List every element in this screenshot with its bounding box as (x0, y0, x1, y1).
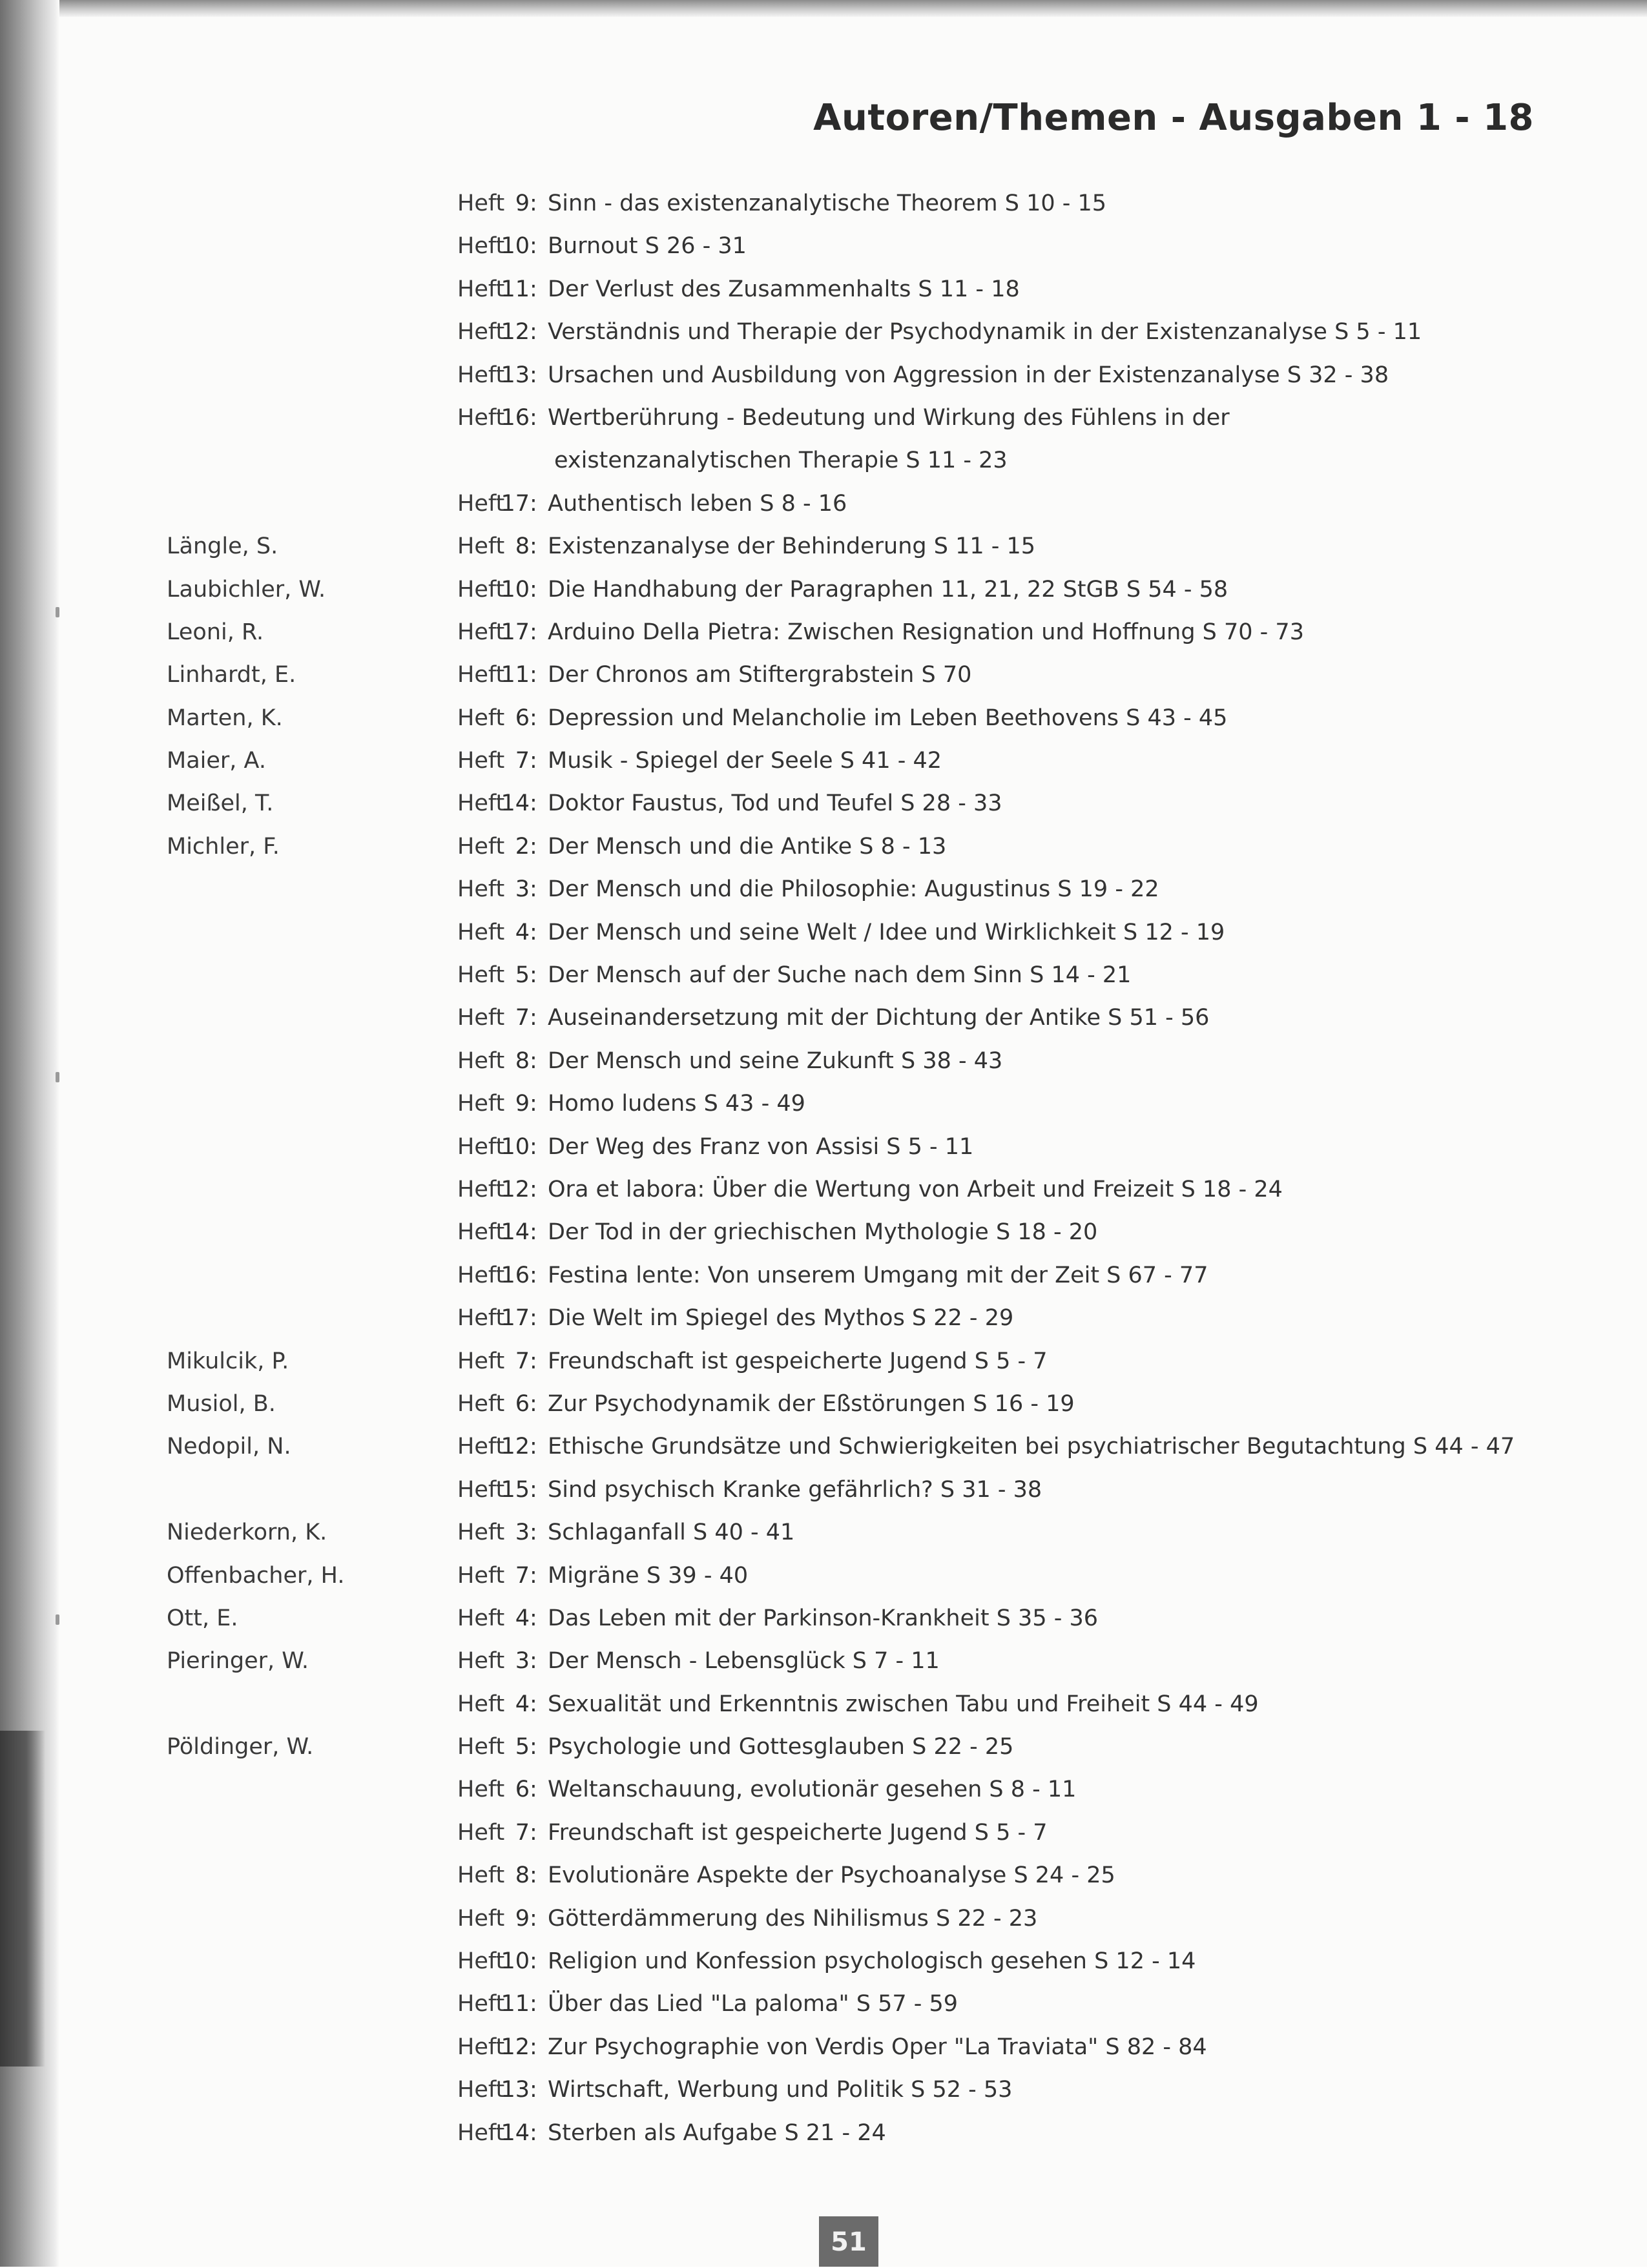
heft-label: Heft (457, 490, 505, 517)
colon-separator: : (530, 276, 537, 302)
author-name: Mikulcik, P. (167, 1348, 289, 1374)
colon-separator: : (530, 1948, 537, 1975)
colon-separator: : (530, 1348, 537, 1374)
heft-label: Heft (457, 1648, 505, 1675)
heft-label: Heft (457, 1176, 505, 1202)
heft-label: Heft (457, 1905, 505, 1932)
heft-label: Heft (457, 1390, 505, 1417)
article-title-pages: Sind psychisch Kranke gefährlich? S 31 - 38 (548, 1476, 1042, 1503)
article-title-pages: Homo ludens S 43 - 49 (548, 1091, 805, 1117)
issue-number: 3 (515, 1520, 530, 1546)
article-title-pages: Evolutionäre Aspekte der Psychoanalyse S 24 - 25 (548, 1862, 1115, 1889)
colon-separator: : (530, 191, 537, 216)
colon-separator: : (530, 1091, 537, 1117)
author-name: Offenbacher, H. (167, 1562, 345, 1589)
article-title-pages: Ursachen und Ausbildung von Aggression in der Existenzanalyse S 32 - 38 (548, 362, 1389, 388)
index-entry (0, 1683, 1647, 1726)
author-name: Meißel, T. (167, 790, 274, 817)
colon-separator: : (530, 1777, 537, 1803)
author-name: Pöldinger, W. (167, 1734, 314, 1760)
article-title-pages: Auseinandersetzung mit der Dichtung der Antike S 51 - 56 (548, 1005, 1210, 1031)
colon-separator: : (530, 1476, 537, 1503)
colon-separator: : (530, 790, 537, 817)
index-entry (0, 1425, 1647, 1468)
article-title-pages: Zur Psychographie von Verdis Oper "La Traviata" S 82 - 84 (548, 2034, 1207, 2060)
colon-separator: : (530, 876, 537, 903)
index-entry (0, 397, 1647, 439)
page-title: Autoren/Themen - Ausgaben 1 - 18 (813, 97, 1534, 139)
issue-number: 2 (515, 833, 530, 860)
article-title-pages: Der Mensch auf der Suche nach dem Sinn S 14 - 21 (548, 962, 1132, 989)
index-entry (0, 911, 1647, 954)
colon-separator: : (530, 919, 537, 945)
issue-number: 4 (515, 1691, 530, 1717)
colon-separator: : (530, 748, 537, 774)
index-entry (0, 611, 1647, 654)
index-entry (0, 1168, 1647, 1211)
heft-label: Heft (457, 2034, 505, 2060)
article-title-pages: Der Mensch - Lebensglück S 7 - 11 (548, 1648, 940, 1675)
heft-label: Heft (457, 1948, 505, 1975)
issue-number: 10 (501, 1133, 530, 1160)
heft-label: Heft (457, 362, 505, 388)
issue-number: 5 (515, 1734, 530, 1760)
page-number: 51 (819, 2216, 878, 2267)
colon-separator: : (530, 662, 537, 688)
colon-separator: : (530, 1905, 537, 1932)
heft-label: Heft (457, 1219, 505, 1246)
article-title-pages: Zur Psychodynamik der Eßstörungen S 16 - 19 (548, 1390, 1075, 1417)
article-title-pages: Verständnis und Therapie der Psychodynamik in der Existenzanalyse S 5 - 11 (548, 319, 1422, 345)
heft-label: Heft (457, 833, 505, 860)
index-entry (0, 1211, 1647, 1253)
issue-number: 7 (515, 1005, 530, 1031)
heft-label: Heft (457, 748, 505, 774)
index-entry (0, 2068, 1647, 2111)
issue-number: 10 (501, 576, 530, 603)
issue-number: 3 (515, 1648, 530, 1675)
heft-label: Heft (457, 876, 505, 903)
issue-number: 14 (501, 2119, 530, 2146)
heft-label: Heft (457, 662, 505, 688)
heft-label: Heft (457, 2119, 505, 2146)
index-entry (0, 268, 1647, 311)
author-name: Musiol, B. (167, 1390, 276, 1417)
index-entry (0, 697, 1647, 739)
index-entry-continuation (0, 439, 1647, 482)
issue-number: 3 (515, 876, 530, 903)
author-name: Michler, F. (167, 833, 280, 860)
article-title-pages: Sexualität und Erkenntnis zwischen Tabu und Freiheit S 44 - 49 (548, 1691, 1259, 1717)
index-entry (0, 1469, 1647, 1511)
heft-label: Heft (457, 1819, 505, 1846)
heft-label: Heft (457, 1091, 505, 1117)
heft-label: Heft (457, 1262, 505, 1288)
index-entry (0, 1768, 1647, 1811)
issue-number: 13 (501, 2077, 530, 2103)
heft-label: Heft (457, 1348, 505, 1374)
issue-number: 8 (515, 1047, 530, 1074)
colon-separator: : (530, 962, 537, 989)
issue-number: 14 (501, 790, 530, 817)
article-title-pages: Weltanschauung, evolutionär gesehen S 8 - 11 (548, 1777, 1077, 1803)
index-entry (0, 868, 1647, 911)
index-entry (0, 1511, 1647, 1554)
colon-separator: : (530, 1605, 537, 1631)
issue-number: 12 (501, 1434, 530, 1460)
index-entry (0, 568, 1647, 611)
issue-number: 11 (501, 662, 530, 688)
colon-separator: : (530, 1819, 537, 1846)
index-entry (0, 739, 1647, 782)
issue-number: 17 (501, 490, 530, 517)
issue-number: 9 (515, 1091, 530, 1117)
colon-separator: : (530, 1648, 537, 1675)
index-entry (0, 954, 1647, 996)
colon-separator: : (530, 1390, 537, 1417)
scan-shadow-top (0, 0, 1647, 17)
article-title-pages: Sterben als Aufgabe S 21 - 24 (548, 2119, 886, 2146)
index-entry (0, 1897, 1647, 1940)
issue-number: 10 (501, 233, 530, 260)
colon-separator: : (530, 576, 537, 603)
colon-separator: : (530, 2077, 537, 2103)
issue-number: 13 (501, 362, 530, 388)
article-title-pages: Existenzanalyse der Behinderung S 11 - 15 (548, 533, 1036, 560)
colon-separator: : (530, 1991, 537, 2017)
index-entry (0, 1126, 1647, 1168)
article-title-pages: Der Weg des Franz von Assisi S 5 - 11 (548, 1133, 974, 1160)
index-entry (0, 225, 1647, 267)
heft-label: Heft (457, 790, 505, 817)
index-entry (0, 1854, 1647, 1897)
index-entry (0, 354, 1647, 397)
index-entry (0, 525, 1647, 568)
article-title-pages: Religion und Konfession psychologisch gesehen S 12 - 14 (548, 1948, 1196, 1975)
heft-label: Heft (457, 319, 505, 345)
article-title-pages: Die Handhabung der Paragraphen 11, 21, 22 StGB S 54 - 58 (548, 576, 1228, 603)
colon-separator: : (530, 1562, 537, 1589)
article-title-pages: Freundschaft ist gespeicherte Jugend S 5 - 7 (548, 1819, 1048, 1846)
heft-label: Heft (457, 962, 505, 989)
colon-separator: : (530, 319, 537, 345)
article-title-pages: Ora et labora: Über die Wertung von Arbeit und Freizeit S 18 - 24 (548, 1176, 1283, 1202)
article-title-pages: Über das Lied "La paloma" S 57 - 59 (548, 1991, 958, 2017)
issue-number: 9 (515, 191, 530, 216)
author-name: Pieringer, W. (167, 1648, 309, 1675)
heft-label: Heft (457, 1991, 505, 2017)
colon-separator: : (530, 1305, 537, 1332)
index-entry (0, 782, 1647, 825)
index-entry (0, 311, 1647, 353)
article-title-pages: Das Leben mit der Parkinson-Krankheit S 35 - 36 (548, 1605, 1098, 1631)
issue-number: 11 (501, 1991, 530, 2017)
colon-separator: : (530, 404, 537, 431)
colon-separator: : (530, 1734, 537, 1760)
issue-number: 11 (501, 276, 530, 302)
index-entry (0, 1254, 1647, 1297)
index-entry (0, 2026, 1647, 2068)
article-title-pages: Der Tod in der griechischen Mythologie S 18 - 20 (548, 1219, 1098, 1246)
article-title-pages: Der Mensch und seine Zukunft S 38 - 43 (548, 1047, 1003, 1074)
colon-separator: : (530, 490, 537, 517)
colon-separator: : (530, 2119, 537, 2146)
colon-separator: : (530, 1862, 537, 1889)
author-name: Ott, E. (167, 1605, 238, 1631)
article-title-pages: Doktor Faustus, Tod und Teufel S 28 - 33 (548, 790, 1002, 817)
index-entry (0, 1940, 1647, 1983)
heft-label: Heft (457, 1133, 505, 1160)
issue-number: 6 (515, 1390, 530, 1417)
author-name: Laubichler, W. (167, 576, 326, 603)
heft-label: Heft (457, 1434, 505, 1460)
heft-label: Heft (457, 619, 505, 645)
article-title-pages: Der Verlust des Zusammenhalts S 11 - 18 (548, 276, 1020, 302)
article-title-pages: Psychologie und Gottesglauben S 22 - 25 (548, 1734, 1014, 1760)
index-entry (0, 1297, 1647, 1339)
colon-separator: : (530, 1262, 537, 1288)
issue-number: 8 (515, 533, 530, 560)
author-name: Nedopil, N. (167, 1434, 291, 1460)
index-entry (0, 2112, 1647, 2154)
heft-label: Heft (457, 1047, 505, 1074)
heft-label: Heft (457, 1691, 505, 1717)
author-name: Linhardt, E. (167, 662, 296, 688)
heft-label: Heft (457, 533, 505, 560)
index-entry (0, 1597, 1647, 1640)
heft-label: Heft (457, 1605, 505, 1631)
colon-separator: : (530, 362, 537, 388)
index-entry (0, 1082, 1647, 1125)
heft-label: Heft (457, 1734, 505, 1760)
index-entry (0, 1983, 1647, 2025)
colon-separator: : (530, 233, 537, 260)
issue-number: 4 (515, 1605, 530, 1631)
issue-number: 16 (501, 1262, 530, 1288)
article-title-pages: Festina lente: Von unserem Umgang mit der Zeit S 67 - 77 (548, 1262, 1208, 1288)
issue-number: 17 (501, 619, 530, 645)
colon-separator: : (530, 1520, 537, 1546)
heft-label: Heft (457, 1862, 505, 1889)
index-entry (0, 1726, 1647, 1768)
colon-separator: : (530, 619, 537, 645)
colon-separator: : (530, 1176, 537, 1202)
heft-label: Heft (457, 1562, 505, 1589)
issue-number: 12 (501, 1176, 530, 1202)
heft-label: Heft (457, 919, 505, 945)
index-entry (0, 825, 1647, 868)
article-title-pages: Die Welt im Spiegel des Mythos S 22 - 29 (548, 1305, 1014, 1332)
colon-separator: : (530, 705, 537, 731)
index-entry (0, 654, 1647, 696)
article-title-pages: Musik - Spiegel der Seele S 41 - 42 (548, 748, 942, 774)
heft-label: Heft (457, 576, 505, 603)
article-title-pages: Schlaganfall S 40 - 41 (548, 1520, 795, 1546)
index-entry (0, 1811, 1647, 1854)
index-entry (0, 1554, 1647, 1597)
issue-number: 16 (501, 404, 530, 431)
index-entry (0, 1340, 1647, 1383)
author-name: Längle, S. (167, 533, 278, 560)
heft-label: Heft (457, 2077, 505, 2103)
article-title-pages: Der Mensch und seine Welt / Idee und Wirklichkeit S 12 - 19 (548, 919, 1225, 945)
heft-label: Heft (457, 404, 505, 431)
issue-number: 17 (501, 1305, 530, 1332)
article-title-pages: Depression und Melancholie im Leben Beethovens S 43 - 45 (548, 705, 1228, 731)
heft-label: Heft (457, 705, 505, 731)
article-title-pages: Freundschaft ist gespeicherte Jugend S 5 - 7 (548, 1348, 1048, 1374)
heft-label: Heft (457, 1520, 505, 1546)
issue-number: 9 (515, 1905, 530, 1932)
article-title-pages: Ethische Grundsätze und Schwierigkeiten bei psychiatrischer Begutachtung S 44 - 47 (548, 1434, 1515, 1460)
article-title-pages: Authentisch leben S 8 - 16 (548, 490, 847, 517)
heft-label: Heft (457, 1305, 505, 1332)
heft-label: Heft (457, 233, 505, 260)
issue-number: 12 (501, 319, 530, 345)
article-title-pages: Burnout S 26 - 31 (548, 233, 747, 260)
issue-number: 5 (515, 962, 530, 989)
article-title-pages: Migräne S 39 - 40 (548, 1562, 749, 1589)
colon-separator: : (530, 1691, 537, 1717)
colon-separator: : (530, 1005, 537, 1031)
article-title-pages: Wirtschaft, Werbung und Politik S 52 - 53 (548, 2077, 1013, 2103)
issue-number: 6 (515, 1777, 530, 1803)
heft-label: Heft (457, 276, 505, 302)
heft-label: Heft (457, 1005, 505, 1031)
colon-separator: : (530, 2034, 537, 2060)
issue-number: 10 (501, 1948, 530, 1975)
issue-number: 7 (515, 1348, 530, 1374)
index-entry (0, 182, 1647, 225)
article-title-pages: Arduino Della Pietra: Zwischen Resignation und Hoffnung S 70 - 73 (548, 619, 1304, 645)
index-entry (0, 482, 1647, 525)
issue-number: 7 (515, 1819, 530, 1846)
author-name: Maier, A. (167, 748, 266, 774)
article-title-pages: Wertberührung - Bedeutung und Wirkung des Fühlens in der (548, 404, 1230, 431)
index-entry (0, 1383, 1647, 1425)
issue-number: 7 (515, 1562, 530, 1589)
article-title-pages: Der Mensch und die Philosophie: Augustinus S 19 - 22 (548, 876, 1159, 903)
article-title-pages: existenzanalytischen Therapie S 11 - 23 (554, 448, 1008, 474)
article-title-pages: Götterdämmerung des Nihilismus S 22 - 23 (548, 1905, 1038, 1932)
heft-label: Heft (457, 1777, 505, 1803)
article-title-pages: Sinn - das existenzanalytische Theorem S 10 - 15 (548, 191, 1107, 216)
index-entry (0, 996, 1647, 1039)
index-entries (0, 182, 1647, 2154)
colon-separator: : (530, 533, 537, 560)
article-title-pages: Der Chronos am Stiftergrabstein S 70 (548, 662, 972, 688)
author-name: Niederkorn, K. (167, 1520, 327, 1546)
issue-number: 8 (515, 1862, 530, 1889)
issue-number: 6 (515, 705, 530, 731)
author-name: Leoni, R. (167, 619, 264, 645)
issue-number: 15 (501, 1476, 530, 1503)
issue-number: 12 (501, 2034, 530, 2060)
colon-separator: : (530, 833, 537, 860)
colon-separator: : (530, 1047, 537, 1074)
colon-separator: : (530, 1219, 537, 1246)
article-title-pages: Der Mensch und die Antike S 8 - 13 (548, 833, 947, 860)
index-entry (0, 1040, 1647, 1082)
author-name: Marten, K. (167, 705, 283, 731)
colon-separator: : (530, 1133, 537, 1160)
issue-number: 7 (515, 748, 530, 774)
issue-number: 14 (501, 1219, 530, 1246)
issue-number: 4 (515, 919, 530, 945)
colon-separator: : (530, 1434, 537, 1460)
index-entry (0, 1640, 1647, 1682)
heft-label: Heft (457, 191, 505, 216)
heft-label: Heft (457, 1476, 505, 1503)
